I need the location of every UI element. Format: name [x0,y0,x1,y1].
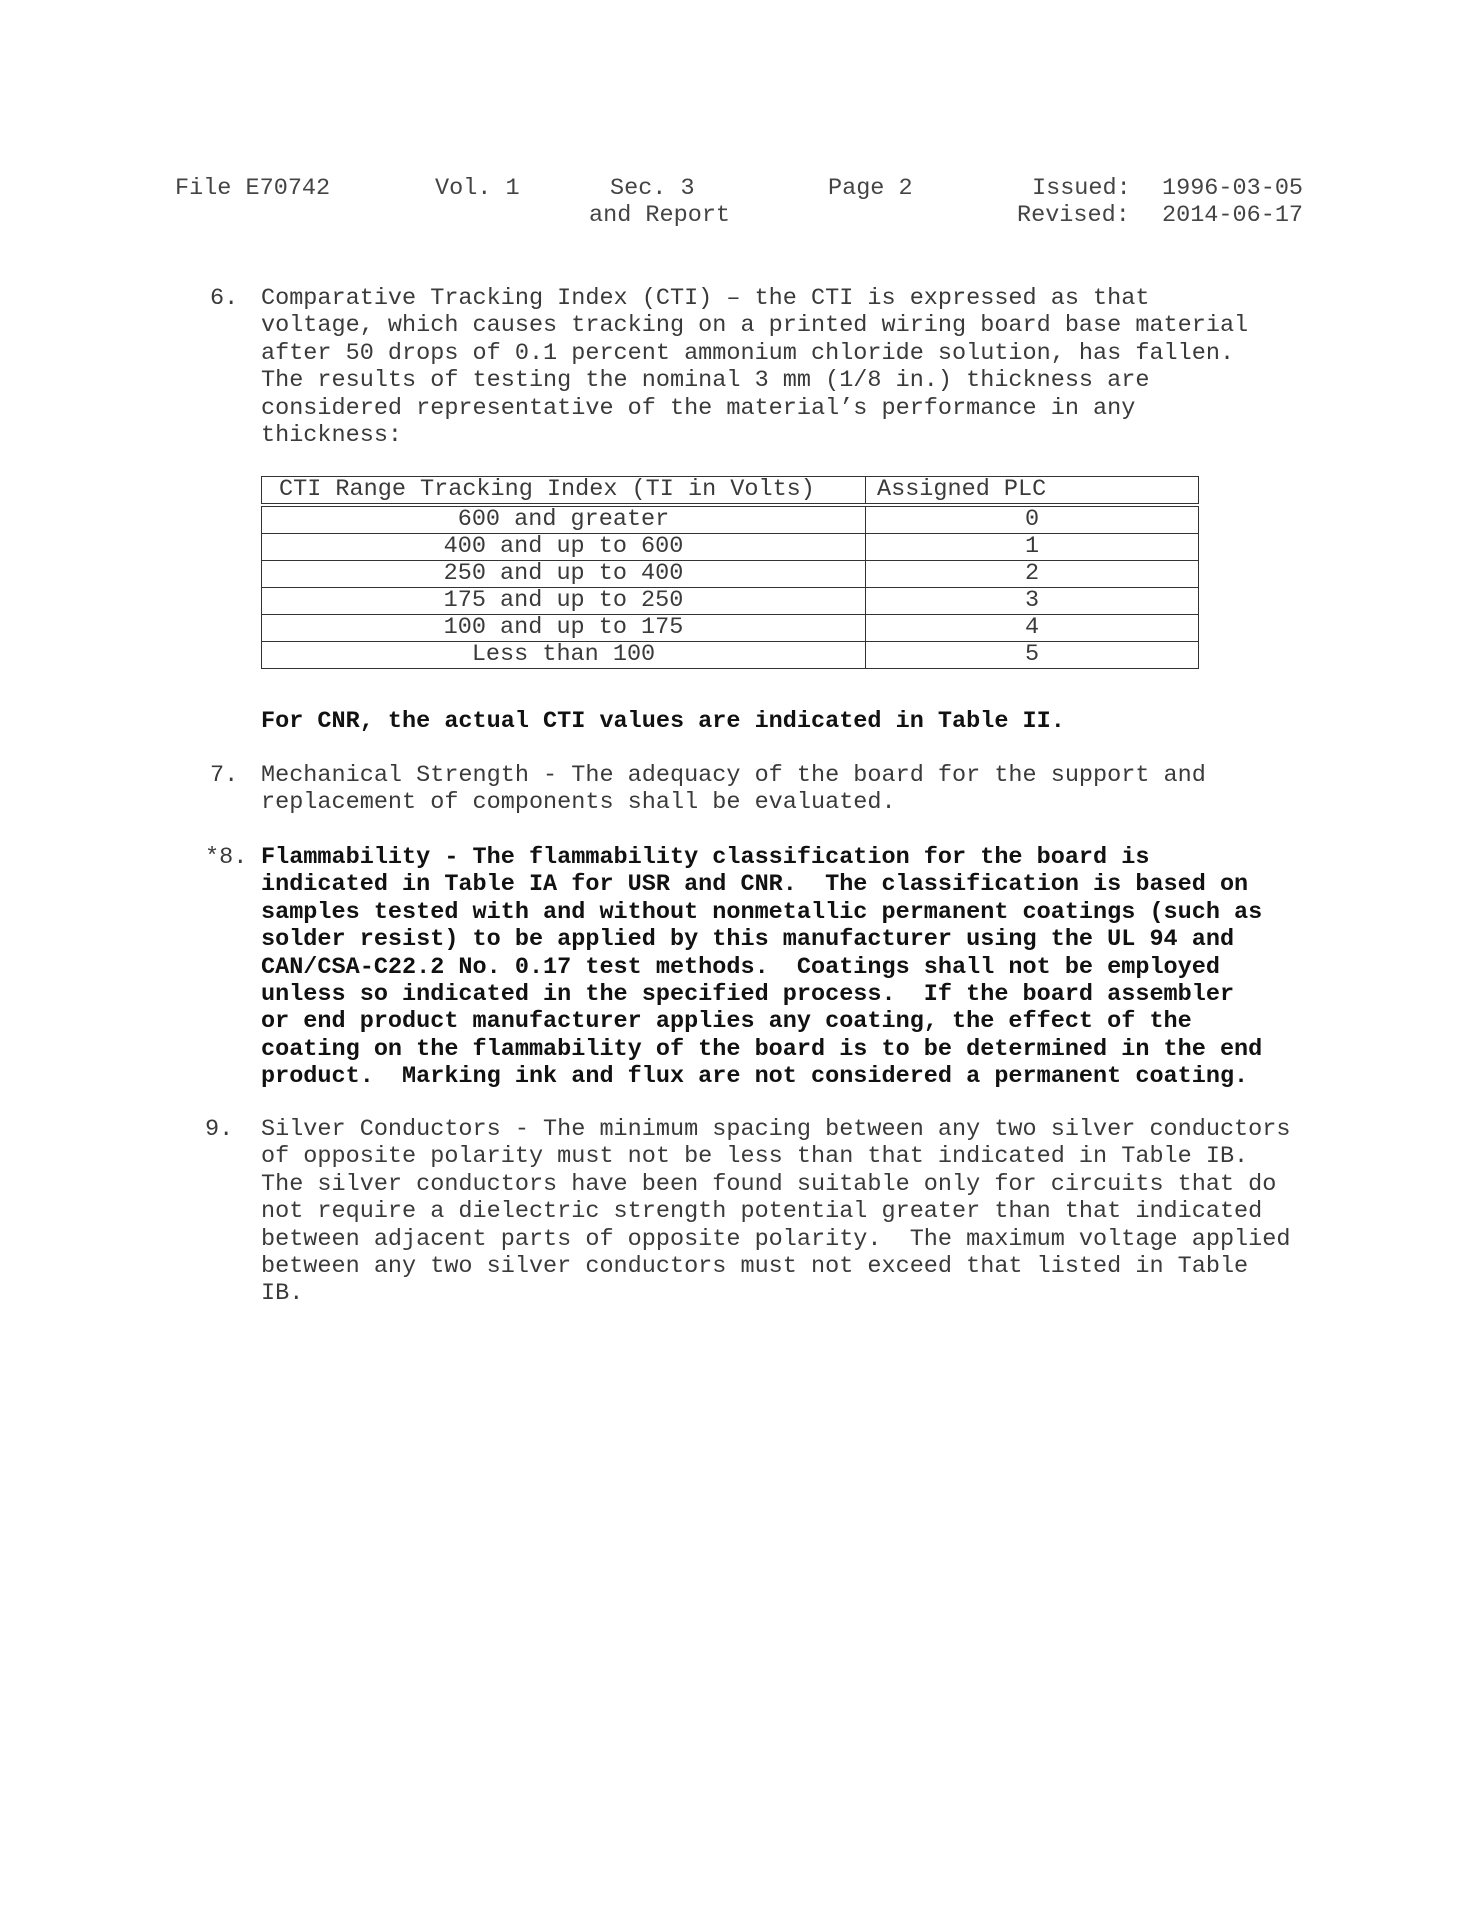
header-revised-label: Revised: [1017,202,1130,229]
cti-range-cell: 100 and up to 175 [262,615,866,642]
item-9-line: between adjacent parts of opposite polarity. The maximum voltage applied [261,1225,1291,1253]
table-row [262,561,1199,588]
cti-note-text: For CNR, the actual CTI values are indicated in Table II. [261,708,1065,735]
item-6-text [261,285,1311,449]
item-8-number: *8. [205,844,248,871]
header-revised-date: 2014-06-17 [1162,202,1304,229]
item-9-line: The silver conductors have been found suitable only for circuits that do [261,1170,1277,1198]
plc-cell: 3 [866,588,1199,615]
plc-cell: 0 [866,505,1199,534]
table-row [262,588,1199,615]
item-6-number: 6. [210,285,239,312]
item-8-line: solder resist) to be applied by this manufacturer using the UL 94 and [261,926,1235,954]
header-vol: Vol. 1 [435,175,520,202]
plc-cell: 4 [866,615,1199,642]
item-9-line: not require a dielectric strength potential greater than that indicated [261,1198,1263,1226]
item-9-text [261,1116,1311,1308]
table-row [262,615,1199,642]
header-issued-date: 1996-03-05 [1162,175,1304,202]
table-row [262,642,1199,669]
plc-cell: 5 [866,642,1199,669]
item-9-number: 9. [205,1116,234,1143]
header-file: File E70742 [175,175,331,202]
table-row [262,505,1199,534]
cti-table [261,476,1199,669]
table-row [262,534,1199,561]
cti-header-plc: Assigned PLC [866,477,1199,506]
item-8-text [261,844,1311,1091]
cti-range-cell: Less than 100 [262,642,866,669]
item-7-text [261,762,1311,817]
item-9-line: of opposite polarity must not be less than that indicated in Table IB. [261,1143,1249,1171]
item-9-line: IB. [261,1280,304,1308]
item-9-line: Silver Conductors - The minimum spacing between any two silver conductors [261,1116,1291,1143]
item-7-number: 7. [210,762,239,789]
header-sec-sub: and Report [589,202,731,229]
cti-note [261,708,1311,735]
plc-cell: 1 [866,534,1199,561]
item-6-line: after 50 drops of 0.1 percent ammonium chloride solution, has fallen. [261,339,1235,367]
item-8-line: CAN/CSA-C22.2 No. 0.17 test methods. Coatings shall not be employed [261,953,1220,981]
item-8-line: unless so indicated in the specified process. If the board assembler [261,981,1235,1009]
item-6-line: considered representative of the material’s performance in any [261,394,1136,422]
cti-table-header [262,477,1199,506]
item-6-line: thickness: [261,422,403,450]
item-6-line: The results of testing the nominal 3 mm (1/8 in.) thickness are [261,367,1150,395]
item-8-line: samples tested with and without nonmetallic permanent coatings (such as [261,898,1263,926]
cti-range-cell: 175 and up to 250 [262,588,866,615]
header-page: Page 2 [828,175,913,202]
item-9-line: between any two silver conductors must not exceed that listed in Table [261,1253,1249,1281]
plc-cell: 2 [866,561,1199,588]
cti-range-cell: 250 and up to 400 [262,561,866,588]
header-sec: Sec. 3 [610,175,695,202]
cti-range-cell: 600 and greater [262,505,866,534]
item-7-line: replacement of components shall be evaluated. [261,789,896,817]
item-8-line: Flammability - The flammability classification for the board is [261,844,1150,871]
item-6-line: voltage, which causes tracking on a printed wiring board base material [261,312,1249,340]
item-6-line: Comparative Tracking Index (CTI) – the CTI is expressed as that [261,285,1150,312]
item-8-line: or end product manufacturer applies any coating, the effect of the [261,1008,1192,1036]
item-8-line: coating on the flammability of the board is to be determined in the end [261,1035,1263,1063]
cti-range-cell: 400 and up to 600 [262,534,866,561]
item-7-line: Mechanical Strength - The adequacy of the board for the support and [261,762,1206,789]
header-issued-label: Issued: [1032,175,1131,202]
item-8-line: indicated in Table IA for USR and CNR. The classification is based on [261,871,1249,899]
item-8-line: product. Marking ink and flux are not considered a permanent coating. [261,1063,1249,1091]
cti-header-range: CTI Range Tracking Index (TI in Volts) [262,477,866,506]
